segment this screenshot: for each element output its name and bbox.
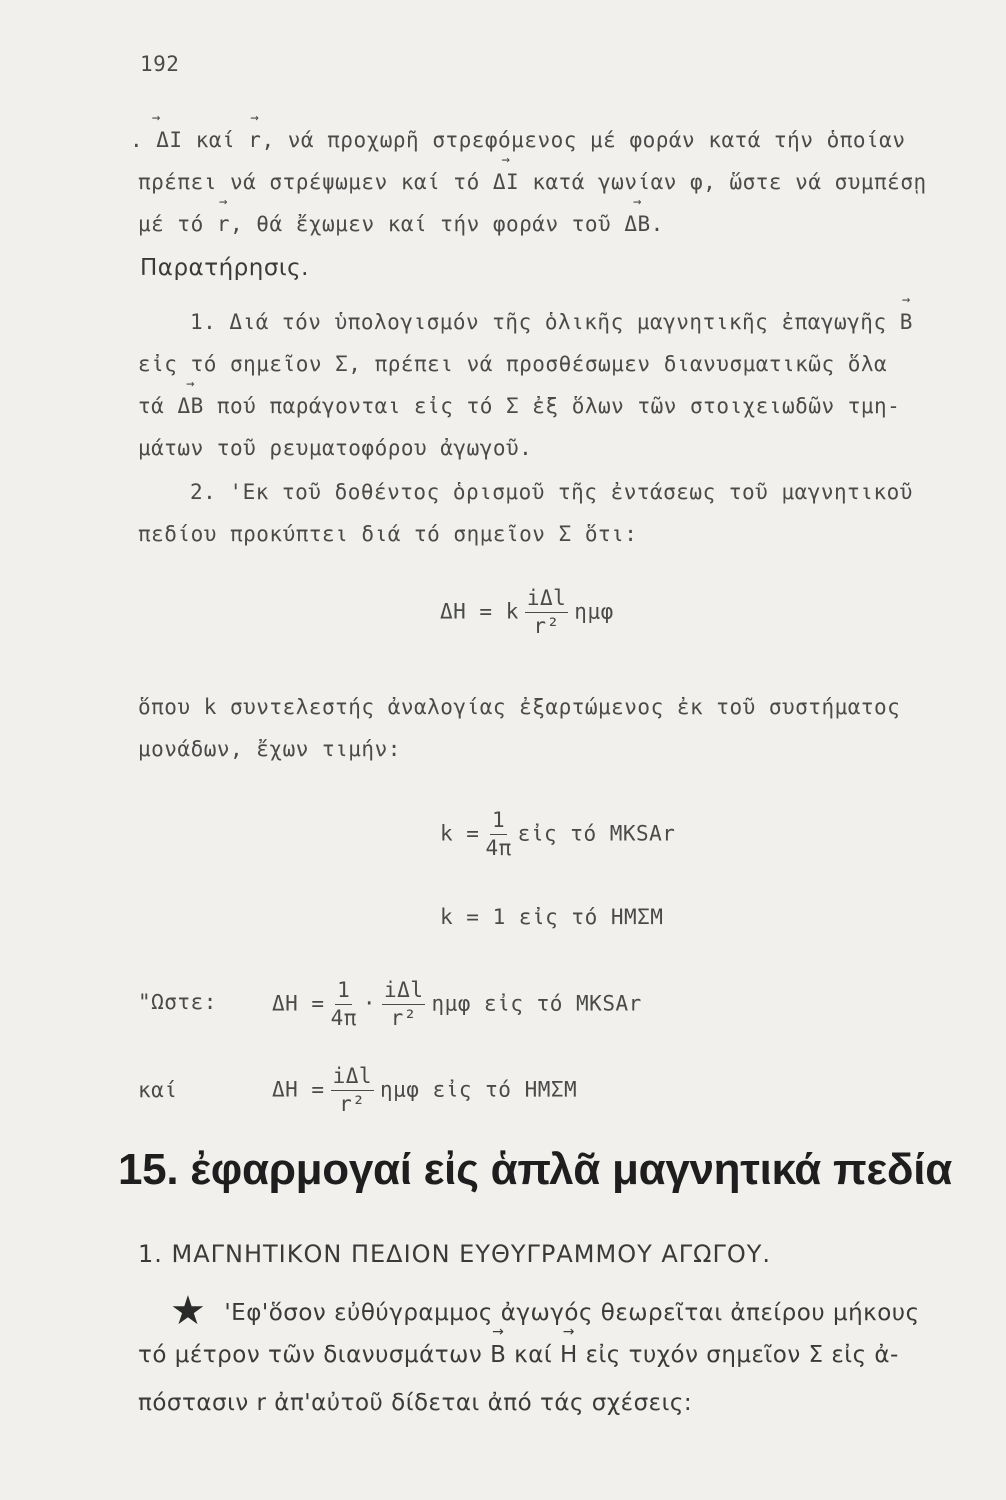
remark-1-line-3: τά → ΔB πού παράγονται εἰς τό Σ ἐξ ὅλων τῶν στοιχειωδῶν τμη- xyxy=(138,394,900,418)
vector-delta-l: → ΔI xyxy=(493,170,519,194)
kai-label: καί xyxy=(138,1078,178,1102)
vector-b: → B xyxy=(900,310,913,334)
fraction: $\frac{1}{4\pi}$ xyxy=(330,978,357,1030)
vector-b: → B xyxy=(490,1342,506,1368)
text-line-1: → . ΔI καί → r, νά προχωρῆ στρεφόμενος μέ φοράν κατά τήν ὁποίαν xyxy=(130,128,905,152)
remark-1-line-4: μάτων τοῦ ρευματοφόρου ἀγωγοῦ. xyxy=(138,436,533,460)
fraction: $\frac{\text{iΔl}}{\text{r²}}$ xyxy=(384,978,424,1030)
fraction: $\frac{1}{4\pi}$ xyxy=(485,808,512,860)
vector-h: → H xyxy=(560,1342,578,1368)
opou-line-2: μονάδων, ἔχων τιμήν: xyxy=(138,737,401,761)
remark-2-line-1: 2. 'Εκ τοῦ δοθέντος ὁρισμοῦ τῆς ἐντάσεως τοῦ μαγνητικοῦ xyxy=(190,480,913,504)
vector-delta-b: → ΔB xyxy=(177,394,203,418)
opou-line-1: ὅπου k συντελεστής ἀναλογίας ἐξαρτώμενος ἐκ τοῦ συστήματος xyxy=(138,695,901,719)
section-1-line-1: ★ 'Εφ'ὅσον εὐθύγραμμος ἀγωγός θεωρεῖται ἀπείρου μήκους xyxy=(170,1288,920,1334)
page-number: 192 xyxy=(140,52,180,76)
section-1-line-3: πόστασιν r ἀπ'αὐτοῦ δίδεται ἀπό τάς σχέσεις: xyxy=(138,1390,693,1416)
equation-k-mksa: k = $\frac{1}{4\pi}$ εἰς τό MKSAr xyxy=(440,808,676,860)
vector-delta-b: → ΔB xyxy=(624,212,650,236)
vector-r: → r xyxy=(217,212,230,236)
vector-delta-l: → . ΔI xyxy=(130,128,183,152)
subsection-title: 1. ΜΑΓΝΗΤΙΚΟΝ ΠΕΔΙΟΝ ΕΥΘΥΓΡΑΜΜΟΥ ΑΓΩΓΟΥ. xyxy=(138,1240,772,1268)
vector-r: → r xyxy=(248,128,261,152)
section-heading: 15. ἐφαρμογαί εἰς ἁπλᾶ μαγνητικά πεδία xyxy=(118,1145,952,1194)
equation-delta-h-mksa: ΔH = $\frac{1}{4\pi}$ · $\frac{\text{iΔl}}{\text{r²}}$ ημφ εἰς τό MKSAr xyxy=(272,978,642,1030)
remark-2-line-2: πεδίου προκύπτει διά τό σημεῖον Σ ὅτι: xyxy=(138,522,638,546)
star-icon: ★ xyxy=(170,1288,207,1334)
text-line-3: μέ τό → r, θά ἔχωμεν καί τήν φοράν τοῦ → ΔB. xyxy=(138,212,664,236)
section-1-line-2: τό μέτρον τῶν διανυσμάτων → B καί → H εἰς τυχόν σημεῖον Σ εἰς ἀ- xyxy=(138,1342,899,1368)
equation-k-hmsm: k = 1 εἰς τό ΗΜΣΜ xyxy=(440,905,664,929)
equation-delta-h: ΔH = k $\frac{\text{iΔl}}{\text{r²}}$ ημφ xyxy=(440,586,614,638)
paratirisis-heading: Παρατήρησις. xyxy=(140,255,309,281)
remark-1-line-1: 1. Διά τόν ὑπολογισμόν τῆς ὁλικῆς μαγνητικῆς ἐπαγωγῆς → B xyxy=(190,310,913,334)
wste-label: "Ωστε: xyxy=(138,990,217,1014)
text-line-2: πρέπει νά στρέψωμεν καί τό → ΔI κατά γωνίαν φ, ὥστε νά συμπέσῃ xyxy=(138,170,927,194)
remark-1-line-2: εἰς τό σημεῖον Σ, πρέπει νά προσθέσωμεν διανυσματικῶς ὅλα xyxy=(138,352,888,376)
fraction: $\frac{\text{iΔl}}{\text{r²}}$ xyxy=(332,1064,373,1116)
fraction: $\frac{\text{iΔl}}{\text{r²}}$ xyxy=(526,586,567,638)
equation-delta-h-hmsm: ΔH = $\frac{\text{iΔl}}{\text{r²}}$ ημφ εἰς τό ΗΜΣΜ xyxy=(272,1064,578,1116)
